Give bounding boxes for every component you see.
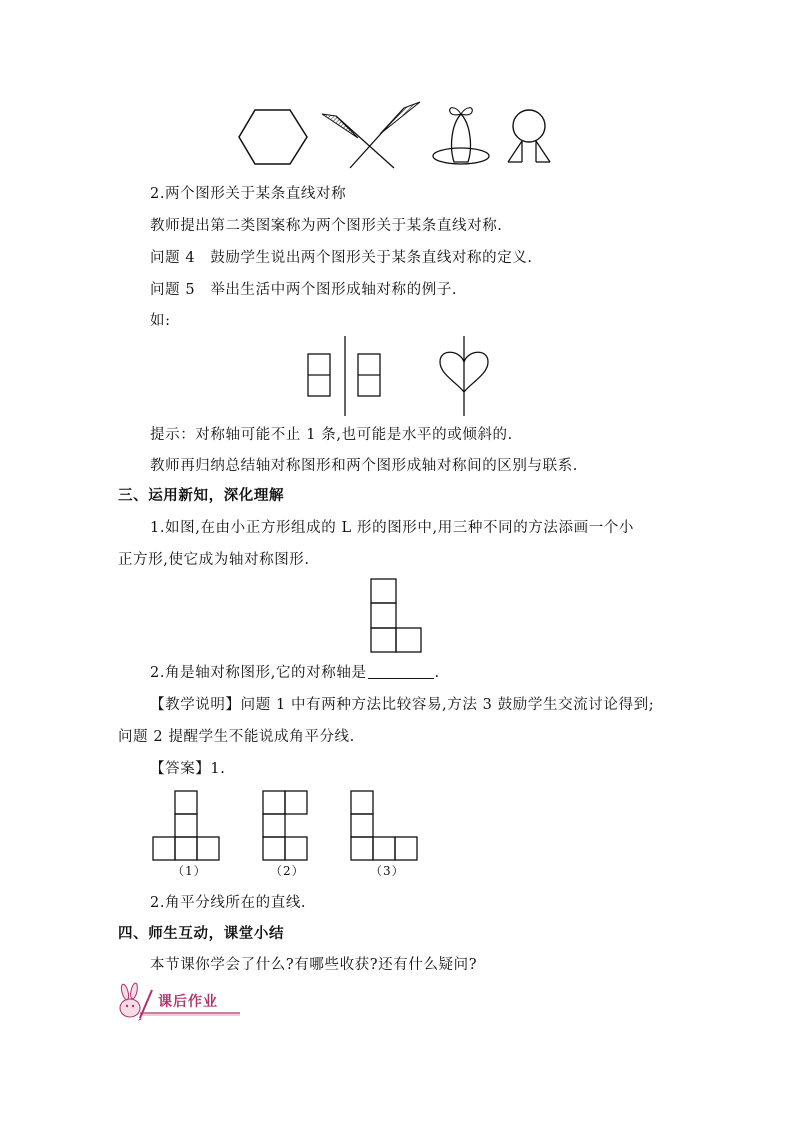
problem-2	[150, 663, 440, 683]
section4-heading: 四、师生互动，课堂小结	[118, 926, 285, 942]
question-5: 问题 5 举出生活中两个图形成轴对称的例子.	[150, 282, 458, 298]
teaching-note-line-a: 【教学说明】问题 1 中有两种方法比较容易,方法 3 鼓励学生交流讨论得到;	[150, 697, 655, 713]
hint: 提示：对称轴可能不止 1 条,也可能是水平的或倾斜的.	[150, 427, 513, 443]
l-shape-figure	[370, 578, 424, 654]
homework-banner-label: 课后作业	[158, 994, 218, 1010]
problem-1-line-a: 1.如图,在由小正方形组成的 L 形的图形中,用三种不同的方法添画一个小	[150, 520, 634, 536]
caption-3: （3）	[370, 864, 405, 878]
crossed-flags-figure	[316, 100, 426, 170]
answer-figure-2	[262, 790, 314, 862]
answer-label: 【答案】1.	[150, 761, 226, 777]
summary-paragraph: 教师再归纳总结轴对称图形和两个图形成轴对称间的区别与联系.	[150, 458, 579, 474]
caption-2: （2）	[270, 864, 305, 878]
problem-1-line-b: 正方形,使它成为轴对称图形.	[118, 552, 310, 568]
answer-figure-1	[152, 790, 224, 862]
mirror-rectangles-figure	[300, 336, 395, 418]
problem-2-period: .	[434, 665, 440, 681]
section2-heading: 2.两个图形关于某条直线对称	[150, 186, 347, 202]
section2-paragraph: 教师提出第二类图案称为两个图形关于某条直线对称.	[150, 218, 503, 234]
answer-blank	[368, 664, 434, 679]
answer-figure-3	[350, 790, 422, 862]
section3-heading: 三、运用新知，深化理解	[118, 488, 285, 504]
example-label: 如:	[150, 313, 171, 329]
answer-2: 2.角平分线所在的直线.	[150, 895, 307, 911]
bunny-ellipse-figure	[430, 104, 494, 166]
question-4: 问题 4 鼓励学生说出两个图形关于某条直线对称的定义.	[150, 250, 533, 266]
caption-1: （1）	[172, 864, 207, 878]
section4-paragraph: 本节课你学会了什么?有哪些收获?还有什么疑问?	[150, 957, 478, 973]
banner-underline	[140, 1012, 242, 1016]
teaching-note-line-b: 问题 2 提醒学生不能说成角平分线.	[118, 729, 355, 745]
bunny-pen-icon	[116, 982, 156, 1022]
problem-2-text: 2.角是轴对称图形,它的对称轴是	[150, 665, 367, 681]
heart-figure	[436, 336, 492, 418]
stick-figure	[502, 104, 558, 166]
hexagon-figure	[238, 108, 308, 166]
